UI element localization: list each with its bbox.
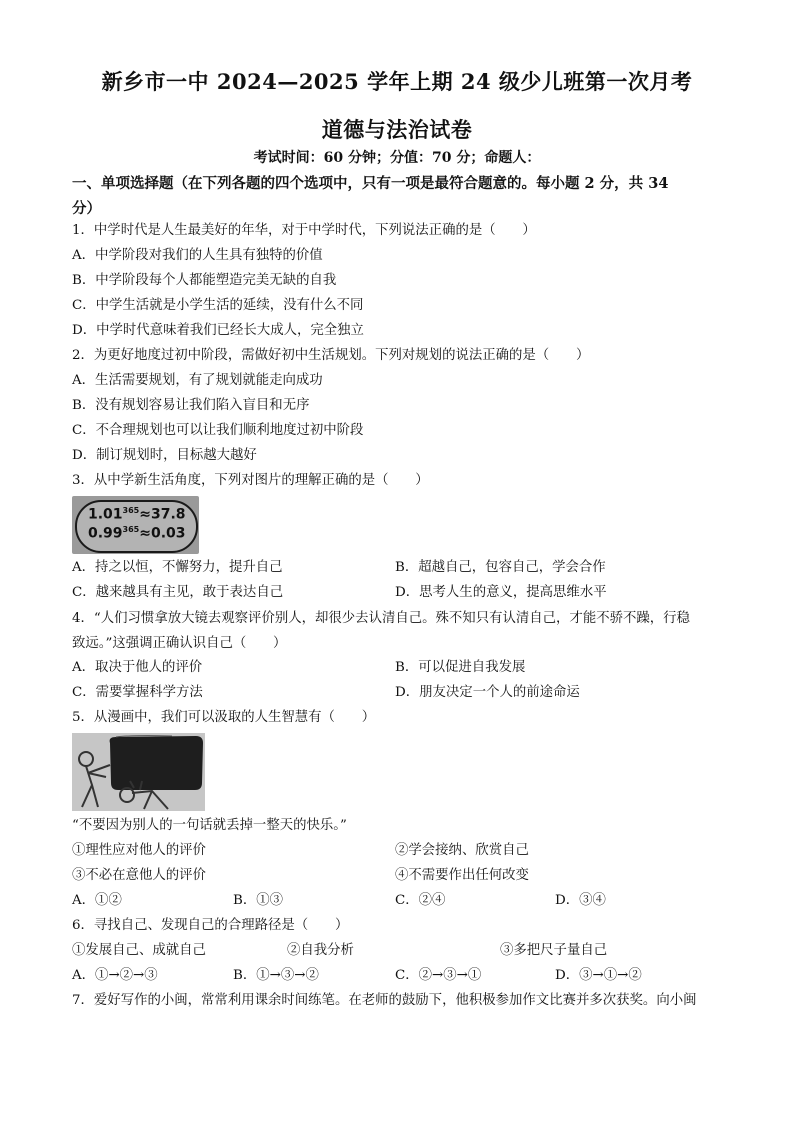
cartoon-image [72, 733, 205, 811]
question-5-statement-1: ①理性应对他人的评价 [72, 843, 206, 858]
question-3-option-d: D．思考人生的意义，提高思维水平 [395, 585, 607, 600]
question-2-stem: 2．为更好地度过初中阶段，需做好初中生活规划。下列对规划的说法正确的是（ ） [72, 348, 590, 363]
exam-subject-title: 道德与法治试卷 [321, 117, 473, 142]
formula-line-1: $1.01^{365}\approx 37.8$ [88, 506, 186, 523]
question-1-option-a: A．中学阶段对我们的人生具有独特的价值 [72, 248, 323, 263]
question-6-option-c: C．②→③→① [395, 968, 482, 983]
question-7-stem: 7．爱好写作的小闽，常常利用课余时间练笔。在老师的鼓励下，他积极参加作文比赛并多次获奖。向小闽 [72, 993, 697, 1008]
question-5-option-b: B．①③ [233, 893, 284, 908]
question-2-option-b: B．没有规划容易让我们陷入盲目和无序 [72, 398, 310, 413]
question-5-statement-4: ④不需要作出任何改变 [395, 868, 529, 883]
question-1-option-b: B．中学阶段每个人都能塑造完美无缺的自我 [72, 273, 337, 288]
question-4-stem: 4．“人们习惯拿放大镜去观察评价别人，却很少去认清自己。殊不知只有认清自己，才能不骄不躁，行稳 致远。”这强调正确认识自己（ ） [72, 611, 690, 651]
question-1-stem: 1．中学时代是人生最美好的年华，对于中学时代，下列说法正确的是（ ） [72, 223, 536, 238]
question-5-option-d: D．③④ [555, 893, 606, 908]
section-heading: 一、单项选择题（在下列各题的四个选项中，只有一项是最符合题意的。每小题 2 分，共 34 分） [72, 175, 669, 217]
question-6-statement-2: ②自我分析 [287, 943, 354, 958]
question-2-option-d: D．制订规划时，目标越大越好 [72, 448, 257, 463]
question-3-option-b: B．超越自己，包容自己，学会合作 [395, 560, 606, 575]
question-3-stem: 3．从中学新生活角度，下列对图片的理解正确的是（ ） [72, 473, 429, 488]
question-5-statement-2: ②学会接纳、欣赏自己 [395, 843, 529, 858]
question-5-caption: “不要因为别人的一句话就丢掉一整天的快乐。” [72, 818, 347, 833]
question-4-option-c: C．需要掌握科学方法 [72, 685, 203, 700]
question-5-stem: 5．从漫画中，我们可以汲取的人生智慧有（ ） [72, 710, 376, 725]
question-4-option-a: A．取决于他人的评价 [72, 660, 203, 675]
question-6-option-b: B．①→③→② [233, 968, 319, 983]
question-6-statement-1: ①发展自己、成就自己 [72, 943, 206, 958]
question-2-option-c: C．不合理规划也可以让我们顺利地度过初中阶段 [72, 423, 364, 438]
question-6-option-a: A．①→②→③ [72, 968, 158, 983]
question-3-option-a: A．持之以恒，不懈努力，提升自己 [72, 560, 283, 575]
question-3-option-c: C．越来越具有主见，敢于表达自己 [72, 585, 284, 600]
question-6-stem: 6．寻找自己、发现自己的合理路径是（ ） [72, 918, 349, 933]
question-1-option-d: D．中学时代意味着我们已经长大成人，完全独立 [72, 323, 364, 338]
formula-line-2: $0.99^{365}\approx 0.03$ [88, 525, 186, 542]
question-6-statement-3: ③多把尺子量自己 [500, 943, 608, 958]
cartoon-drawing [72, 733, 205, 811]
question-5-option-a: A．①② [72, 893, 122, 908]
question-2-option-a: A．生活需要规划，有了规划就能走向成功 [72, 373, 323, 388]
question-4-option-b: B．可以促进自我发展 [395, 660, 526, 675]
question-5-statement-3: ③不必在意他人的评价 [72, 868, 206, 883]
question-5-option-c: C．②④ [395, 893, 446, 908]
exam-info: 考试时间：60 分钟；分值：70 分；命题人： [253, 150, 541, 166]
question-1-option-c: C．中学生活就是小学生活的延续，没有什么不同 [72, 298, 364, 313]
question-6-option-d: D．③→①→② [555, 968, 642, 983]
exam-title: 新乡市一中 2024—2025 学年上期 24 级少儿班第一次月考 [101, 69, 693, 94]
question-4-option-d: D．朋友决定一个人的前途命运 [395, 685, 580, 700]
formula-image [72, 496, 199, 554]
